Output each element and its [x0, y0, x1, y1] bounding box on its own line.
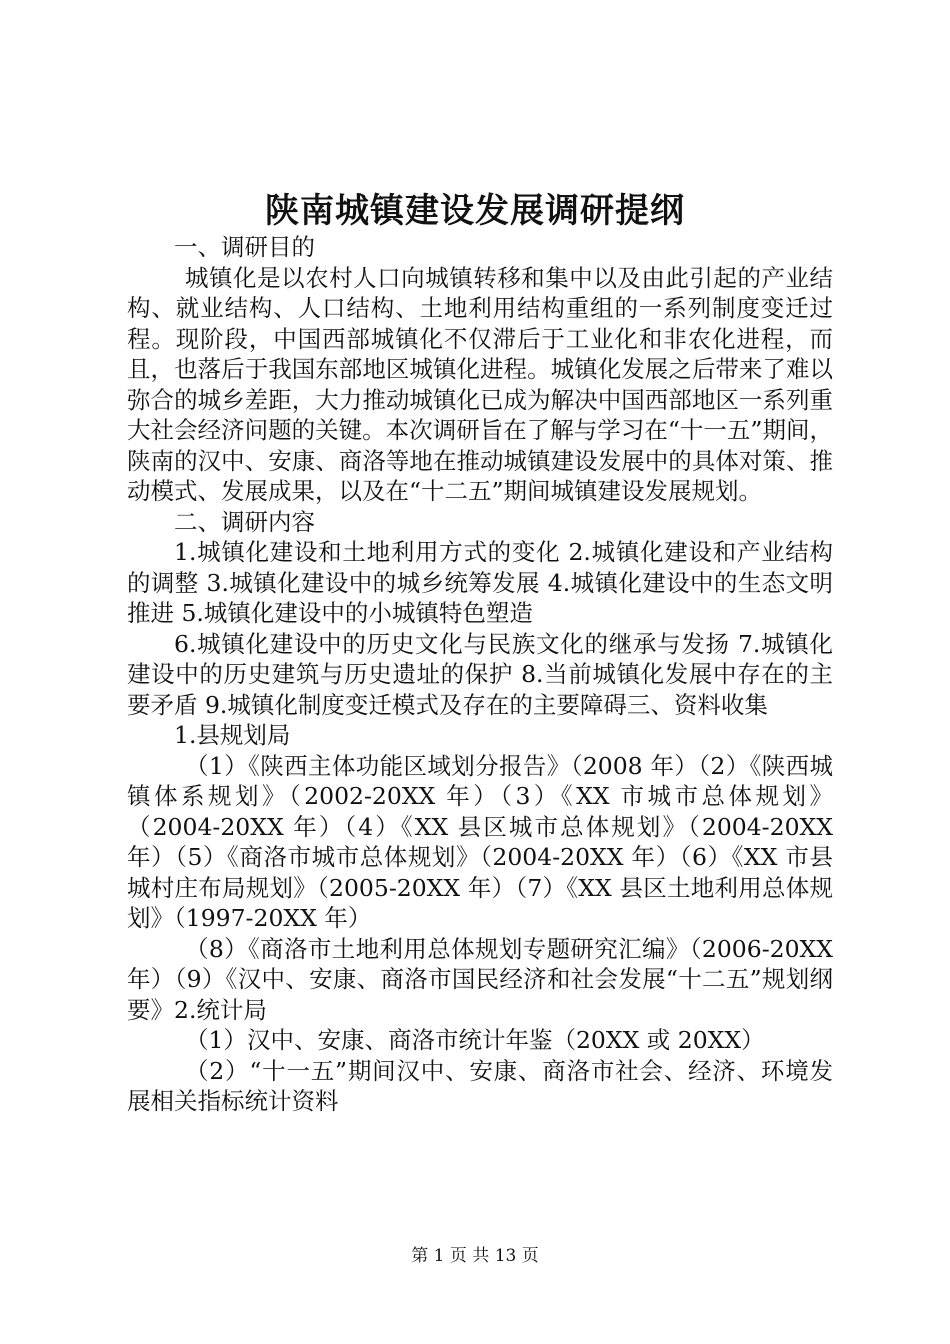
section-heading-content: 二、调研内容 [174, 507, 315, 536]
page-number-footer: 第 1 页 共 13 页 [411, 1246, 539, 1266]
document-body [127, 232, 833, 1117]
subheading-planning-bureau: 1.县规划局 [174, 721, 291, 749]
paragraph-content-1: 1.城镇化建设和土地利用方式的变化 2.城镇化建设和产业结构的调整 3.城镇化建设中的城乡统筹发展 4.城镇化建设中的生态文明推进 5.城镇化建设中的小城镇特色塑造 [127, 538, 833, 627]
paragraph-planning-docs-2: （8）《商洛市土地利用总体规划专题研究汇编》（2006-20XX 年）（9）《汉中、安康、商洛市国民经济和社会发展“十二五”规划纲要》2.统计局 [127, 934, 833, 1024]
paragraph-statistics-1: （1）汉中、安康、商洛市统计年鉴（20XX 或 20XX） [185, 1026, 765, 1054]
paragraph-statistics-2: （2）“十一五”期间汉中、安康、商洛市社会、经济、环境发展相关指标统计资料 [127, 1056, 833, 1115]
section-heading-purpose: 一、调研目的 [174, 233, 315, 261]
paragraph-content-2: 6.城镇化建设中的历史文化与民族文化的继承与发扬 7.城镇化建设中的历史建筑与历史遗址的保护 8.当前城镇化发展中存在的主要矛盾 9.城镇化制度变迁模式及存在的主要障碍三、资料收集 [127, 629, 833, 719]
paragraph-purpose: 城镇化是以农村人口向城镇转移和集中以及由此引起的产业结构、就业结构、人口结构、土地利用结构重组的一系列制度变迁过程。现阶段，中国西部城镇化不仅滞后于工业化和非农化进程，而且，也落后于我国东部地区城镇化进程。城镇化发展之后带来了难以弥合的城乡差距，大力推动城镇化已成为解决中国西部地区一系列重大社会经济问题的关键。本次调研旨在了解与学习在“十一五”期间，陕南的汉中、安康、商洛等地在推动城镇建设发展中的具体对策、推动模式、发展成果，以及在“十二五”期间城镇建设发展规划。 [127, 263, 833, 505]
page-title: 陕南城镇建设发展调研提纲 [265, 191, 685, 231]
paragraph-planning-docs-1: （1）《陕西主体功能区域划分报告》（2008 年）（2）《陕西城镇体系规划》（2002-20XX 年）（3）《XX 市城市总体规划》（2004-20XX 年）（4）《XX 县区城市总体规划》（2004-20XX 年）（5）《商洛市城市总体规划》（2004-20XX 年）（6）《XX 市县城村庄布局规划》（2005-20XX 年）（7）《XX 县区土地利用总体规划》（1997-20XX 年） [127, 751, 833, 932]
